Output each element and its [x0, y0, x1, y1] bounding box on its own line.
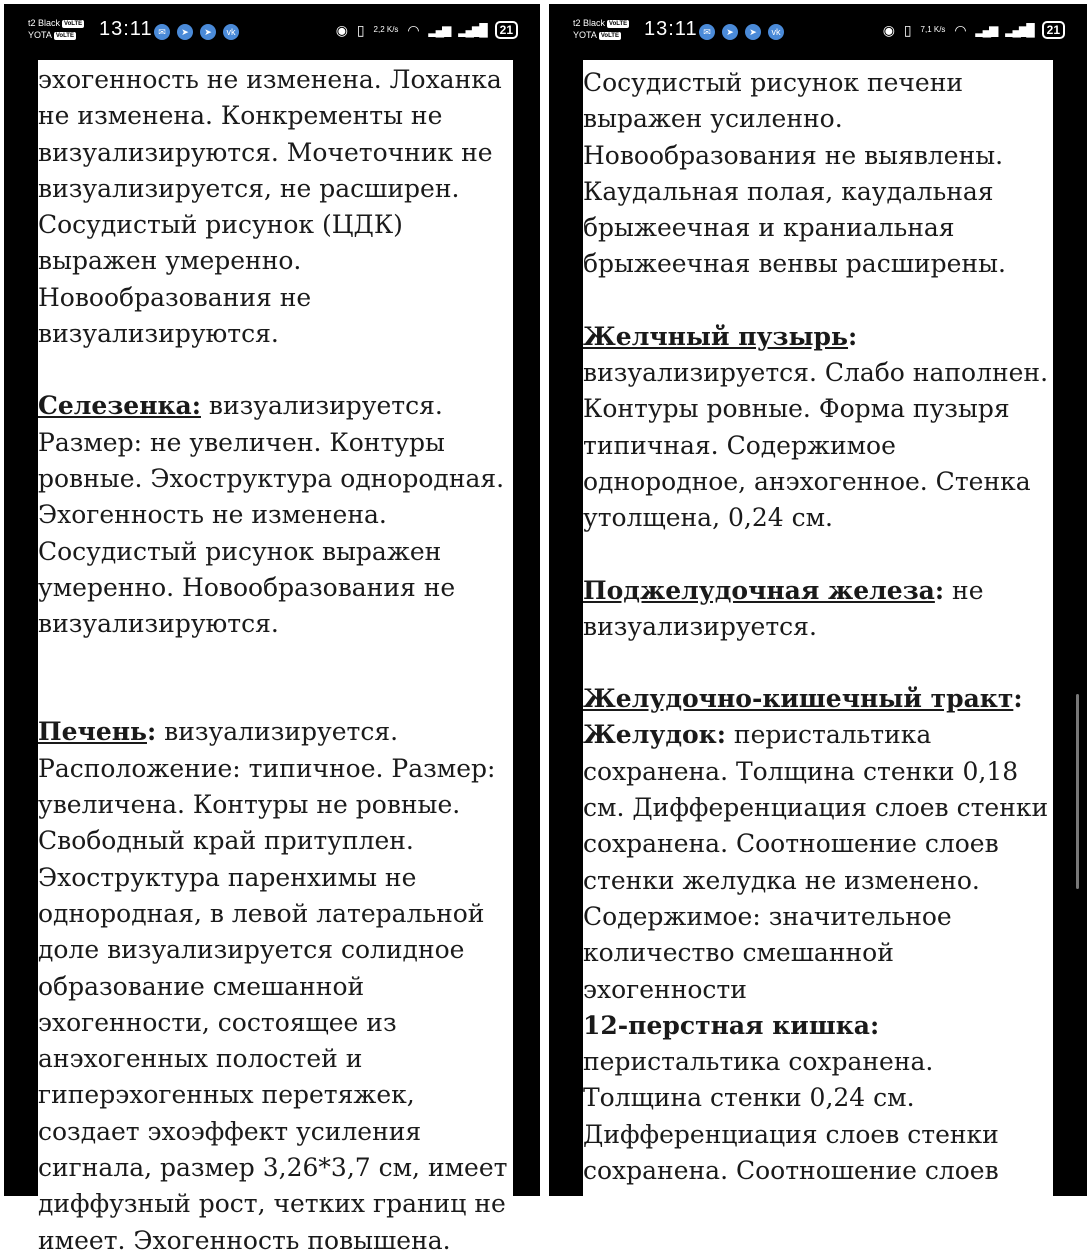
mail-icon: ✉ [699, 24, 715, 40]
status-bar [4, 4, 540, 56]
kidney-paragraph: эхогенность не изменена. Лоханка не изменена. Конкременты не визуализируются. Мочеточник не визуализируется, не расширен. Сосудистый рисунок (ЦДК) выражен умеренно. Новообразования не визуализируются. [38, 65, 502, 349]
telegram-icon: ➤ [177, 24, 193, 40]
document-page [583, 60, 1053, 1196]
section-heading: Поджелудочная железа [583, 575, 935, 605]
signal-icon: ▂▄▆ [428, 23, 450, 38]
clock: 13:11 [644, 18, 698, 40]
right-screenshot [549, 4, 1087, 1196]
duodenum-paragraph: 12-перстная кишка: перистальтика сохранена. Толщина стенки 0,24 см. Дифференциация слоев стенки сохранена. Соотношение слоев [583, 1010, 999, 1186]
eye-icon: ◉ [335, 21, 349, 38]
section-heading: Печень [38, 717, 147, 747]
gallbladder-paragraph: Желчный пузырь: визуализируется. Слабо наполнен. Контуры ровные. Форма пузыря типичная. Содержимое однородное, анэхогенное. Стенка утолщена, 0,24 см. [583, 321, 1049, 533]
battery-icon: 21 [495, 21, 518, 39]
stomach-paragraph: Желудок: перистальтика сохранена. Толщина стенки 0,18 см. Дифференциация слоев стенки сохранена. Соотношение слоев стенки желудка не изменено. Содержимое: значительное количество смешанной эхогенности [583, 720, 1049, 1004]
document-text [583, 60, 1053, 1189]
scrollbar[interactable] [1076, 694, 1079, 889]
notification-icons [154, 23, 246, 41]
volte-badge: VoLTE [64, 20, 83, 27]
net-speed: 7,1 K/s [920, 25, 946, 35]
status-bar [549, 4, 1087, 56]
pancreas-paragraph: Поджелудочная железа: не визуализируется. [583, 575, 984, 641]
battery-icon: 21 [1042, 21, 1065, 39]
left-screenshot [4, 4, 540, 1255]
telegram-icon: ➤ [722, 24, 738, 40]
volte-badge: VoLTE [600, 32, 619, 39]
liver-paragraph: Печень: визуализируется. Расположение: типичное. Размер: увеличена. Контуры не ровные. Свободный край притуплен. Эхоструктура паренхимы не однородная, в левой латеральной доле визуализируется солидное образование смешанной эхогенности, состоящее из анэхогенных полостей и гиперэхогенных перетяжек, создает эхоэффект усиления сигнала, размер 3,26*3,7 см, имеет диффузный рост, четких границ не имеет. Эхогенность повышена. [38, 717, 508, 1255]
mail-icon: ✉ [154, 24, 170, 40]
carrier-info: t2 Black VoLTE YOTA VoLTE [573, 18, 628, 40]
telegram-icon: ➤ [200, 24, 216, 40]
section-heading: Желчный пузырь [583, 321, 849, 351]
volte-badge: VoLTE [55, 32, 74, 39]
vk-icon: vk [768, 24, 784, 40]
volte-badge: VoLTE [609, 20, 628, 27]
subsection-heading: Желудок: [583, 720, 726, 750]
notification-icons [699, 23, 791, 41]
carrier-info: t2 Black VoLTE YOTA VoLTE [28, 18, 83, 40]
signal-icon: ▂▄▆█ [458, 23, 486, 38]
system-icons [878, 21, 1065, 39]
spleen-paragraph: Селезенка: визуализируется. Размер: не увеличен. Контуры ровные. Эхоструктура однородная. Эхогенность не изменена. Сосудистый рисунок выражен умеренно. Новообразования не визуализируются. [38, 391, 505, 639]
signal-icon: ▂▄▆ [975, 23, 997, 38]
wifi-icon: ◠ [407, 21, 420, 38]
section-heading: Желудочно-кишечный тракт [583, 684, 1014, 714]
eye-icon: ◉ [882, 21, 896, 38]
git-heading: Желудочно-кишечный тракт: [583, 684, 1023, 714]
vk-icon: vk [223, 24, 239, 40]
telegram-icon: ➤ [745, 24, 761, 40]
document-page [38, 60, 513, 1255]
wifi-icon: ◠ [954, 21, 967, 38]
document-text [38, 60, 513, 1259]
clock: 13:11 [99, 18, 153, 40]
vibrate-icon: ▯ [903, 21, 912, 38]
system-icons [331, 21, 518, 39]
liver-vessels-paragraph: Сосудистый рисунок печени выражен усиленно. Новообразования не выявлены. Каудальная полая, каудальная брыжеечная и краниальная брыжеечная венвы расширены. [583, 68, 1006, 279]
subsection-heading: 12-перстная кишка: [583, 1010, 880, 1040]
section-heading: Селезенка: [38, 391, 201, 421]
net-speed: 2,2 K/s [373, 25, 399, 35]
vibrate-icon: ▯ [356, 21, 365, 38]
signal-icon: ▂▄▆█ [1005, 23, 1033, 38]
